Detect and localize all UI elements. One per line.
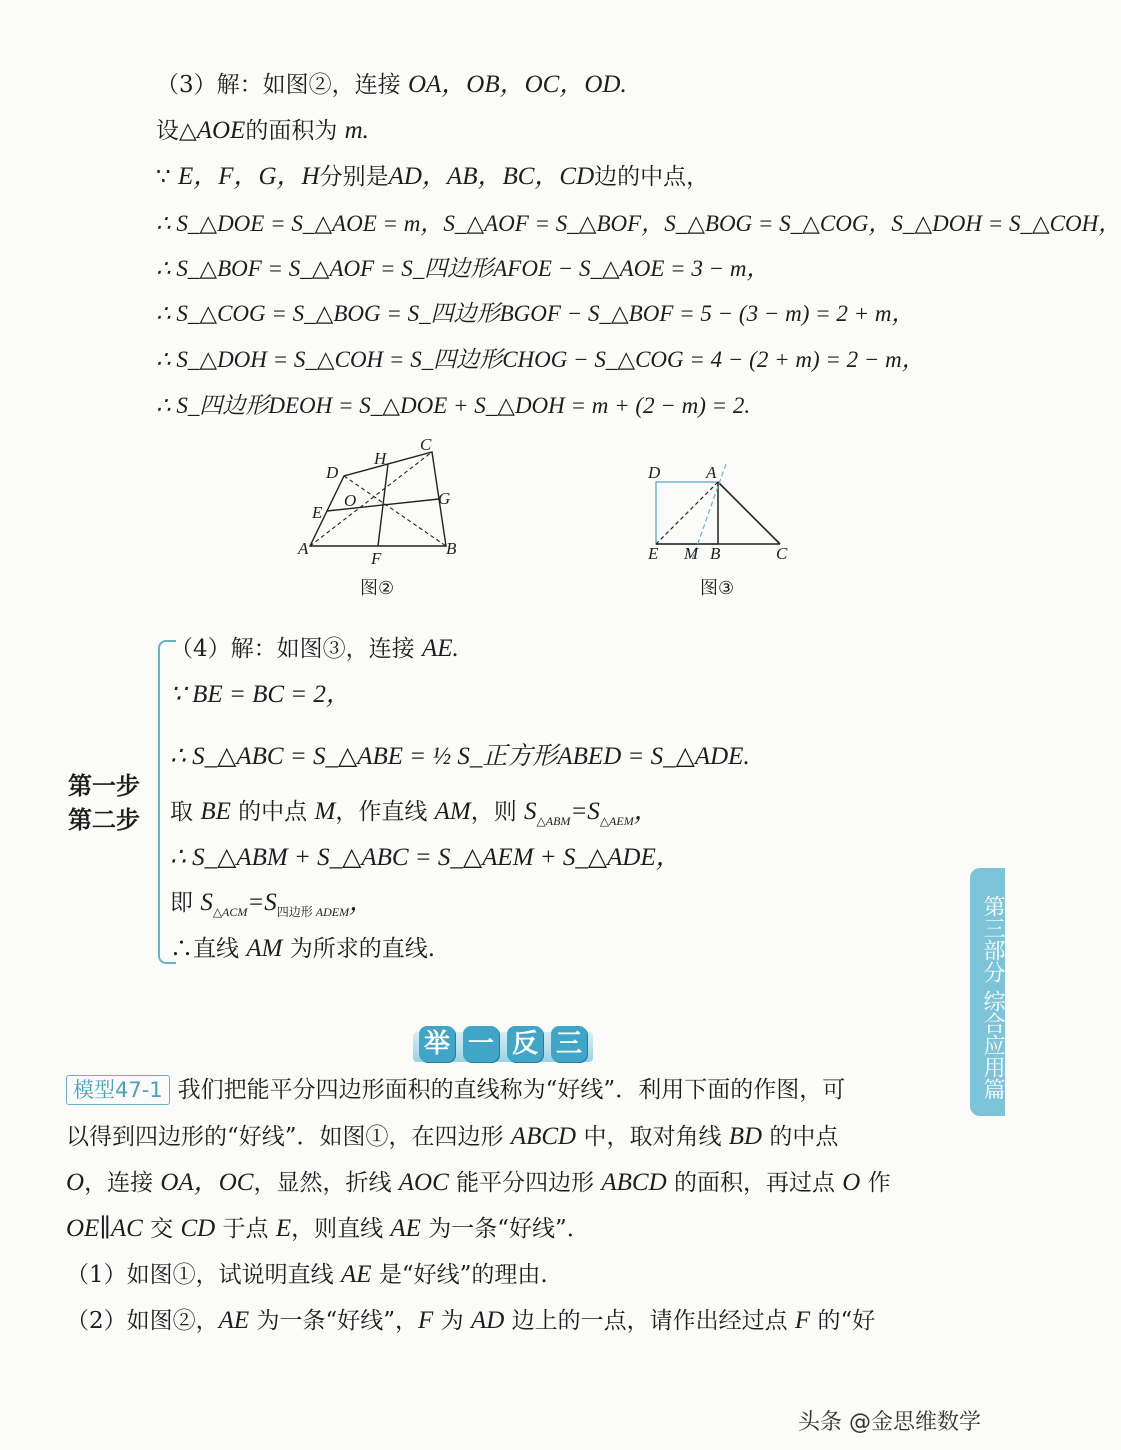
- part3-line7: ∴ S_△DOH = S_△COH = S_四边形CHOG − S_△COG = 4 − (2 + m) = 2 − m，: [156, 347, 925, 372]
- text: 为所求的直线.: [289, 936, 436, 962]
- math-var: ABCD: [510, 1123, 577, 1150]
- step2-label: 第二步: [68, 806, 140, 834]
- label-f: F: [371, 549, 382, 568]
- text: ，则直线: [291, 1216, 384, 1242]
- segment-ac: [718, 482, 780, 544]
- label-h: H: [374, 449, 387, 468]
- text: 为: [440, 1308, 464, 1334]
- text: ，显然，折线: [253, 1170, 392, 1196]
- math-var: OE∥AC: [66, 1215, 143, 1242]
- text: 是“好线”的理由.: [378, 1262, 548, 1288]
- math-var: m.: [344, 117, 369, 144]
- text: ，作直线: [335, 799, 428, 825]
- math-var: O: [66, 1169, 85, 1196]
- text: （2）如图②，: [66, 1308, 219, 1334]
- math-vars: OA，OB，OC，OD.: [407, 71, 627, 98]
- banner-char-1: 举: [419, 1026, 455, 1062]
- text: 交: [150, 1216, 174, 1242]
- part4-line4: 取 BE 的中点 M，作直线 AM，则 $S_{\triangle ABM}=S_{\triangle AEM}$，: [170, 798, 659, 828]
- math-var: AD: [470, 1307, 505, 1334]
- label-o: O: [344, 491, 357, 510]
- text: 的面积，再过点: [673, 1170, 835, 1196]
- text: 取: [170, 799, 193, 825]
- math-var: M: [314, 798, 336, 825]
- text: （4）解：如图③，连接: [170, 636, 415, 662]
- math-var: O: [842, 1169, 861, 1196]
- math-var: AOC: [398, 1169, 449, 1196]
- math-var: AOE: [196, 117, 246, 144]
- label-d: D: [326, 463, 339, 482]
- math-var: AE: [218, 1307, 250, 1334]
- label-a: A: [298, 539, 309, 558]
- math-var: F: [794, 1307, 811, 1334]
- watermark: 头条 @金思维数学: [798, 1410, 981, 1435]
- figure3-caption: 图③: [700, 578, 735, 599]
- math-var: BD: [728, 1123, 763, 1150]
- banner-char-4: 三: [551, 1026, 587, 1062]
- text: 即: [170, 890, 193, 916]
- text: 边上的一点，请作出经过点: [511, 1308, 788, 1334]
- part4-line6: 即 $S_{\triangle ACM}=S_{四边形 ADEM}$，: [170, 889, 375, 919]
- text: （3）解：如图②，连接: [156, 72, 401, 98]
- figure3-diagram: [642, 456, 802, 566]
- text: 的面积为: [245, 118, 338, 144]
- figure2-caption: 图②: [360, 578, 395, 599]
- part3-line4: ∴ S_△DOE = S_△AOE = m，S_△AOF = S_△BOF，S_△BOG = S_△COG，S_△DOH = S_△COH，: [156, 211, 1121, 236]
- model-line1: [66, 1075, 845, 1105]
- math-var: E: [275, 1215, 292, 1242]
- label-m: M: [684, 544, 699, 563]
- model-q1: [66, 1260, 548, 1290]
- math-var: AE: [390, 1215, 421, 1242]
- model-line3: [66, 1168, 891, 1198]
- math-var: AE.: [421, 635, 459, 662]
- label-g: G: [438, 489, 451, 508]
- text: 为一条“好线”．: [428, 1216, 590, 1242]
- label-b: B: [710, 544, 721, 563]
- text: 以得到四边形的“好线”．如图①，在四边形: [66, 1124, 504, 1150]
- text: 分别是: [319, 164, 389, 190]
- model-q2: [66, 1306, 875, 1336]
- text: 中，取对角线: [583, 1124, 722, 1150]
- text: 的中点: [238, 799, 308, 825]
- dashed-ob-od: [344, 476, 446, 546]
- section-banner: [413, 1022, 593, 1068]
- part3-line2: [156, 116, 369, 146]
- math-var: OA，OC: [160, 1169, 254, 1196]
- model-line2: [66, 1122, 838, 1152]
- text: 设△: [156, 118, 197, 144]
- math-var: AM: [246, 935, 283, 962]
- part4-line5: ∴ S_△ABM + S_△ABC = S_△AEM + S_△ADE，: [170, 844, 681, 871]
- math-var: AE: [340, 1261, 372, 1288]
- banner-char-2: 一: [463, 1026, 499, 1062]
- part3-line1: [156, 70, 627, 100]
- model-tag: 模型47-1: [66, 1075, 170, 1105]
- label-a: A: [706, 463, 717, 482]
- text: 能平分四边形: [456, 1170, 595, 1196]
- model-line4: [66, 1214, 590, 1244]
- text: 为一条“好线”，: [256, 1308, 419, 1334]
- text: 边的中点，: [594, 164, 710, 190]
- part4-line3: ∴ S_△ABC = S_△ABE = ½ S_正方形ABED = S_△ADE.: [170, 743, 750, 770]
- part4-line7: [170, 934, 435, 964]
- text: 作: [867, 1170, 891, 1196]
- part3-line3: [156, 162, 709, 192]
- label-c: C: [776, 544, 788, 563]
- side-section-tab: 第三部分 综合应用篇: [970, 868, 1005, 1116]
- text: ∴直线: [170, 936, 239, 962]
- math-var: CD: [180, 1215, 216, 1242]
- text: ，连接: [84, 1170, 154, 1196]
- part3-line6: ∴ S_△COG = S_△BOG = S_四边形BGOF − S_△BOF = 5 − (3 − m) = 2 + m，: [156, 301, 915, 326]
- math-var: ABCD: [601, 1169, 667, 1196]
- label-e: E: [648, 544, 659, 563]
- math-vars: E，F，G，H: [177, 163, 320, 190]
- label-d: D: [648, 463, 661, 482]
- math-var: F: [418, 1307, 434, 1334]
- text: 于点: [222, 1216, 269, 1242]
- text: 的“好: [817, 1308, 876, 1334]
- label-c: C: [420, 435, 432, 454]
- text: ∵: [156, 164, 171, 190]
- math-vars: AD，AB，BC，CD: [388, 163, 595, 190]
- text: 的中点: [769, 1124, 839, 1150]
- banner-char-3: 反: [507, 1026, 543, 1062]
- part3-line8: ∴ S_四边形DEOH = S_△DOE + S_△DOH = m + (2 − m) = 2.: [156, 393, 751, 418]
- label-e: E: [312, 503, 323, 522]
- part4-line1: [170, 634, 459, 664]
- math-var: AM: [434, 798, 471, 825]
- part3-line5: ∴ S_△BOF = S_△AOF = S_四边形AFOE − S_△AOE = 3 − m，: [156, 256, 770, 281]
- part4-line2: ∵ BE = BC = 2，: [170, 681, 351, 708]
- math-var: BE: [200, 798, 231, 825]
- step1-label: 第一步: [68, 772, 140, 800]
- text: （1）如图①，试说明直线: [66, 1262, 334, 1288]
- label-b: B: [446, 539, 457, 558]
- text: ，则: [470, 799, 517, 825]
- figure2-diagram: [296, 436, 466, 571]
- text: 我们把能平分四边形面积的直线称为“好线”．利用下面的作图，可: [177, 1077, 846, 1103]
